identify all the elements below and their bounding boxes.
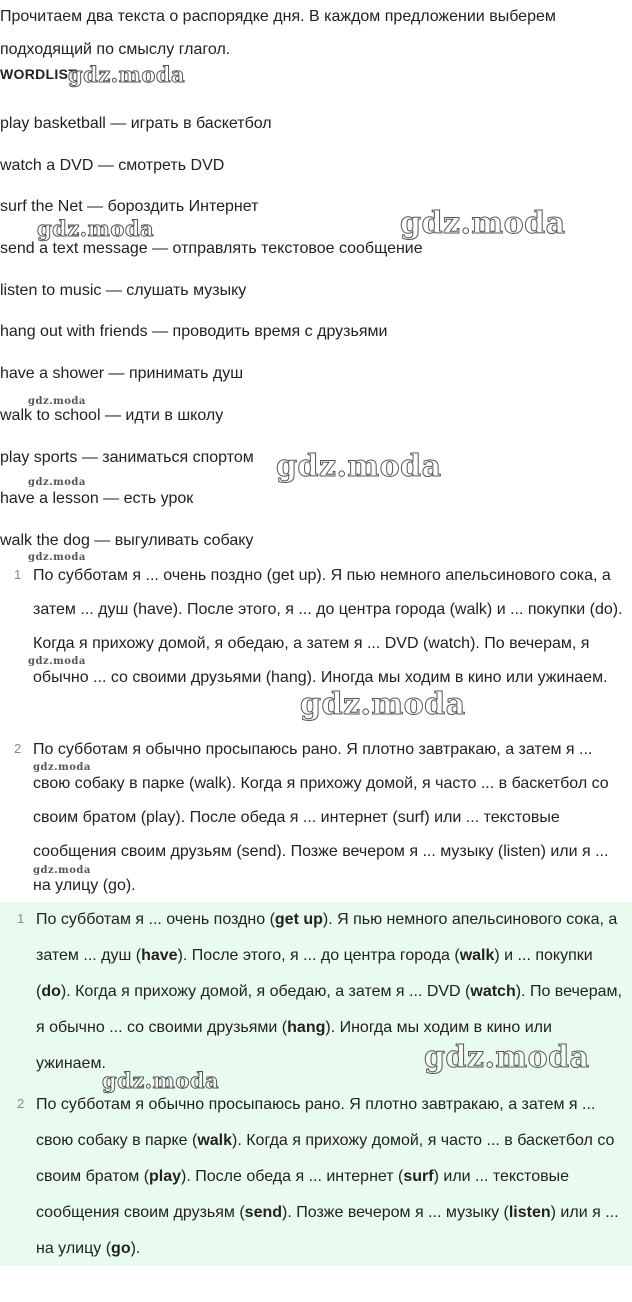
question-text: По субботам я обычно просыпаюсь рано. Я плотно завтракаю, а затем я ... свою собаку в парке (walk). Когда я прихожу домой, я часто ... в баскетбол со своим братом (play). После обеда я ... интернет (surf) или ... текстовые сообщения своим друзьям (send). Позже вечером я ... музыку (listen) или я ... на улицу (go). <box>33 741 609 894</box>
answer-verb: play <box>149 1168 182 1185</box>
wordlist-item: play basketball — играть в баскетбол <box>0 115 272 132</box>
answer-fragment: ). <box>130 1240 141 1257</box>
answer-verb: walk <box>197 1132 233 1149</box>
watermark: gdz.moda <box>276 449 442 484</box>
watermark: gdz.moda <box>28 656 86 667</box>
watermark: gdz.moda <box>102 1068 220 1093</box>
answer-fragment: ). По вечерам, я обычно ... со своими друзьями ( <box>36 983 622 1036</box>
wordlist <box>0 103 620 562</box>
wordlist-item: surf the Net — бороздить Интернет <box>0 198 259 216</box>
wordlist-item: hang out with friends — проводить время с друзьями <box>0 323 388 341</box>
answer-fragment: ) или я ... на улицу ( <box>36 1204 619 1257</box>
wordlist-item: watch a DVD — смотреть DVD <box>0 156 225 174</box>
watermark: gdz.moda <box>400 206 566 241</box>
watermark: gdz.moda <box>33 762 91 773</box>
answer-verb: surf <box>403 1168 434 1185</box>
answer-fragment: ). Позже вечером я ... музыку ( <box>282 1204 509 1221</box>
wordlist-item: have a lesson — есть урок <box>0 490 194 508</box>
answer-number: 2 <box>17 1096 25 1111</box>
answer-verb: watch <box>470 983 516 1000</box>
wordlist-heading: WORDLIST <box>0 66 78 82</box>
answer-fragment: По субботам я ... очень поздно ( <box>36 911 275 928</box>
answer-verb: go <box>111 1240 131 1257</box>
wordlist-item: play sports — заниматься спортом <box>0 448 254 466</box>
wordlist-item: send a text message — отправлять текстовое сообщение <box>0 240 423 258</box>
wordlist-item: walk the dog — выгуливать собаку <box>0 531 254 549</box>
answer-verb: get up <box>274 911 323 928</box>
wordlist-item: walk to school — идти в школу <box>0 406 224 424</box>
watermark: gdz.moda <box>28 396 86 407</box>
watermark: gdz.moda <box>68 62 186 87</box>
answer-verb: do <box>41 983 61 1000</box>
answers-panel <box>0 902 632 1266</box>
watermark: gdz.moda <box>300 687 466 722</box>
answer-verb: listen <box>508 1204 551 1221</box>
answer-fragment: ). Я пью немного апельсинового сока, а затем ... душ ( <box>36 911 618 964</box>
answer-fragment: ). Когда я прихожу домой, я обедаю, а затем я ... DVD ( <box>60 983 471 1000</box>
watermark: gdz.moda <box>37 216 155 241</box>
answer-fragment: ). После этого, я ... до центра города ( <box>177 947 460 964</box>
answer-verb: send <box>244 1204 283 1221</box>
watermark: gdz.moda <box>28 477 86 488</box>
answer-fragment: ) и ... покупки ( <box>36 947 593 1000</box>
watermark: gdz.moda <box>424 1040 590 1075</box>
answer-fragment: ). После обеда я ... интернет ( <box>181 1168 404 1185</box>
answer-number: 1 <box>17 911 25 926</box>
watermark: gdz.moda <box>33 865 91 876</box>
answer-verb: walk <box>459 947 495 964</box>
answer-text <box>36 1087 626 1267</box>
answer-fragment: ). Когда я прихожу домой, я часто ... в баскетбол со своим братом ( <box>36 1132 615 1185</box>
answer-fragment: ) или ... текстовые сообщения своим друзьям ( <box>36 1168 569 1221</box>
answer-verb: hang <box>287 1019 326 1036</box>
answer-fragment: По субботам я обычно просыпаюсь рано. Я плотно завтракаю, а затем я ... свою собаку в парке ( <box>36 1096 596 1149</box>
answer-fragment: ). Иногда мы ходим в кино или ужинаем. <box>36 1019 552 1072</box>
question-number: 2 <box>14 741 22 756</box>
wordlist-item: listen to music — слушать музыку <box>0 281 247 299</box>
intro-text: Прочитаем два текста о распорядке дня. В каждом предложении выберем подходящий по смыслу глагол. <box>0 8 556 58</box>
answer-verb: have <box>141 947 178 964</box>
watermark: gdz.moda <box>28 552 86 563</box>
question-number: 1 <box>14 567 22 582</box>
wordlist-item: have a shower — принимать душ <box>0 365 244 383</box>
question-text: По субботам я ... очень поздно (get up). Я пью немного апельсинового сока, а затем ... душ (have). После этого, я ... до центра города (walk) и ... покупки (do). Когда я прихожу домой, я обедаю, а затем я ... DVD (watch). По вечерам, я обычно ... со своими друзьями (hang). Иногда мы ходим в кино или ужинаем. <box>33 567 623 686</box>
